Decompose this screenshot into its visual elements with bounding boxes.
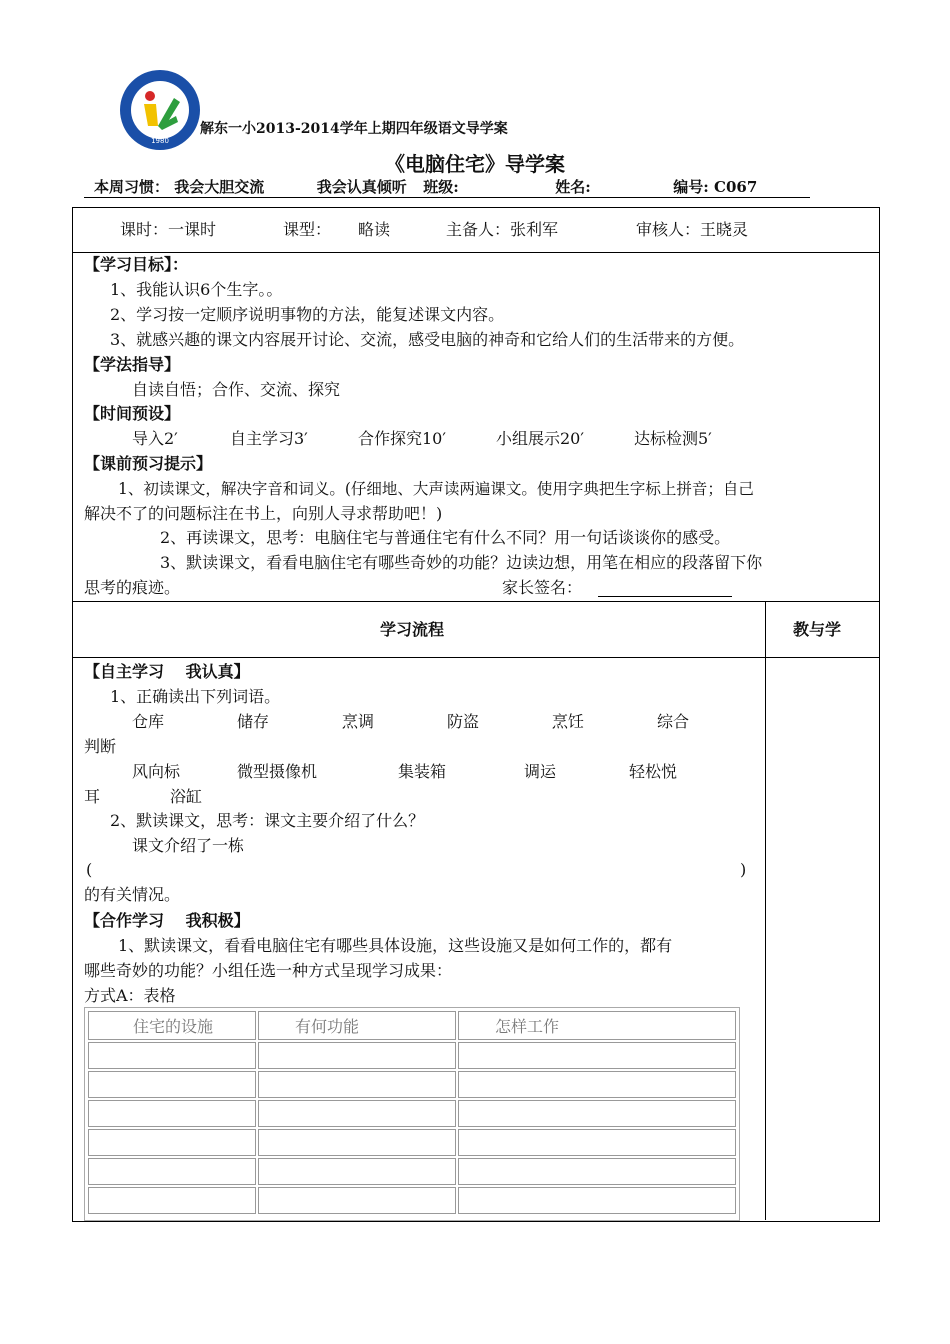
table-cell[interactable]	[258, 1158, 456, 1185]
table-cell[interactable]	[458, 1129, 736, 1156]
answer-prompt: 课文介绍了一栋	[132, 836, 245, 855]
goal-item: 3、就感兴趣的课文内容展开讨论、交流，感受电脑的神奇和它给人们的生活带来的方便。	[110, 330, 745, 349]
preview-line: 1、初读课文，解决字音和词义。(仔细地、大声读两遍课文。使用字典把生字标上拼音；自己	[118, 480, 754, 498]
type-label: 课型：	[283, 220, 332, 239]
table-header: 有何功能	[295, 1017, 360, 1036]
type-value: 略读	[358, 220, 391, 239]
question-1: 1、正确读出下列词语。	[110, 687, 281, 706]
table-cell[interactable]	[258, 1042, 456, 1069]
row-divider	[72, 657, 879, 658]
time-item: 达标检测5′	[634, 429, 712, 448]
paren-open: (	[86, 860, 93, 879]
facility-table	[84, 1007, 740, 1221]
table-cell[interactable]	[258, 1071, 456, 1098]
preview-line: 解决不了的问题标注在书上，向别人寻求帮助吧！)	[84, 504, 443, 523]
row-divider	[72, 601, 879, 602]
table-cell[interactable]	[258, 1100, 456, 1127]
table-cell[interactable]	[458, 1042, 736, 1069]
preview-heading: 【课前预习提示】	[84, 454, 213, 473]
col-divider	[765, 601, 766, 1220]
habit-1: 我会大胆交流	[174, 178, 265, 196]
preview-line: 2、再读课文，思考：电脑住宅与普通住宅有什么不同？用一句话谈谈你的感受。	[160, 528, 731, 547]
word: 耳	[84, 787, 101, 806]
table-cell[interactable]	[88, 1042, 256, 1069]
word: 烹饪	[552, 712, 585, 731]
goal-item: 2、学习按一定顺序说明事物的方法，能复述课文内容。	[110, 305, 505, 324]
table-cell[interactable]	[88, 1129, 256, 1156]
word: 仓库	[132, 712, 165, 731]
table-cell[interactable]	[88, 1071, 256, 1098]
preview-line: 思考的痕迹。	[84, 578, 181, 597]
code-label: 编号: C067	[673, 178, 758, 196]
word: 烹调	[342, 712, 375, 731]
habit-2: 我会认真倾听	[316, 178, 407, 196]
goal-item: 1、我能认识6个生字。。	[110, 280, 283, 299]
word: 防盗	[447, 712, 480, 731]
parent-sign-label: 家长签名：	[502, 578, 583, 597]
coop-line: 哪些奇妙的功能？小组任选一种方式呈现学习成果：	[84, 961, 453, 980]
teach-learn-header: 教与学	[793, 620, 842, 639]
table-cell[interactable]	[458, 1187, 736, 1214]
class-label: 班级:	[423, 178, 459, 196]
table-cell[interactable]	[258, 1129, 456, 1156]
question-2: 2、默读课文，思考：课文主要介绍了什么？	[110, 811, 425, 830]
school-line: 解东一小2013-2014学年上期四年级语文导学案	[200, 121, 508, 137]
table-header: 怎样工作	[495, 1017, 560, 1036]
table-cell[interactable]	[458, 1100, 736, 1127]
word: 微型摄像机	[237, 762, 318, 781]
word: 综合	[657, 712, 690, 731]
table-cell[interactable]	[88, 1100, 256, 1127]
preview-line: 3、默读课文，看看电脑住宅有哪些奇妙的功能？边读边想，用笔在相应的段落留下你	[160, 553, 763, 572]
method-text: 自读自悟；合作、交流、探究	[132, 380, 341, 399]
table-cell[interactable]	[88, 1011, 256, 1040]
word: 风向标	[132, 762, 181, 781]
row-divider	[72, 252, 879, 253]
word: 判断	[84, 737, 117, 756]
coop-line: 1、默读课文，看看电脑住宅有哪些具体设施，这些设施又是如何工作的，都有	[118, 936, 673, 955]
goals-heading: 【学习目标】：	[84, 255, 189, 274]
time-heading: 【时间预设】	[84, 404, 181, 423]
word: 浴缸	[170, 787, 203, 806]
logo-year: 1980	[151, 137, 169, 145]
table-header: 住宅的设施	[133, 1017, 214, 1036]
time-item: 小组展示20′	[496, 429, 584, 448]
answer-suffix: 的有关情况。	[84, 885, 181, 904]
habit-line	[94, 176, 757, 197]
habit-label: 本周习惯：	[94, 178, 170, 196]
word: 储存	[237, 712, 270, 731]
method-heading: 【学法指导】	[84, 355, 181, 374]
mode-label: 方式A：表格	[84, 986, 176, 1005]
name-label: 姓名:	[555, 178, 591, 196]
table-cell[interactable]	[258, 1011, 456, 1040]
coop-heading: 【合作学习 我积极】	[84, 911, 250, 930]
self-study-heading: 【自主学习 我认真】	[84, 662, 250, 681]
table-cell[interactable]	[258, 1187, 456, 1214]
word: 集装箱	[398, 762, 447, 781]
table-cell[interactable]	[88, 1158, 256, 1185]
table-cell[interactable]	[88, 1187, 256, 1214]
table-cell[interactable]	[458, 1011, 736, 1040]
paren-close: )	[740, 860, 747, 879]
table-cell[interactable]	[458, 1071, 736, 1098]
page-title: 《电脑住宅》导学案	[385, 152, 565, 176]
word: 轻松悦	[629, 762, 678, 781]
preparer: 主备人：张利军	[446, 220, 559, 239]
school-logo	[118, 68, 202, 152]
flow-header: 学习流程	[380, 620, 445, 639]
word: 调运	[524, 762, 557, 781]
table-cell[interactable]	[458, 1158, 736, 1185]
period: 课时：一课时	[120, 220, 217, 239]
time-item: 导入2′	[132, 429, 178, 448]
reviewer: 审核人：王晓灵	[636, 220, 749, 239]
parent-sign-line[interactable]	[598, 596, 732, 597]
time-item: 合作探究10′	[358, 429, 446, 448]
header-underline	[84, 197, 810, 198]
time-item: 自主学习3′	[230, 429, 308, 448]
